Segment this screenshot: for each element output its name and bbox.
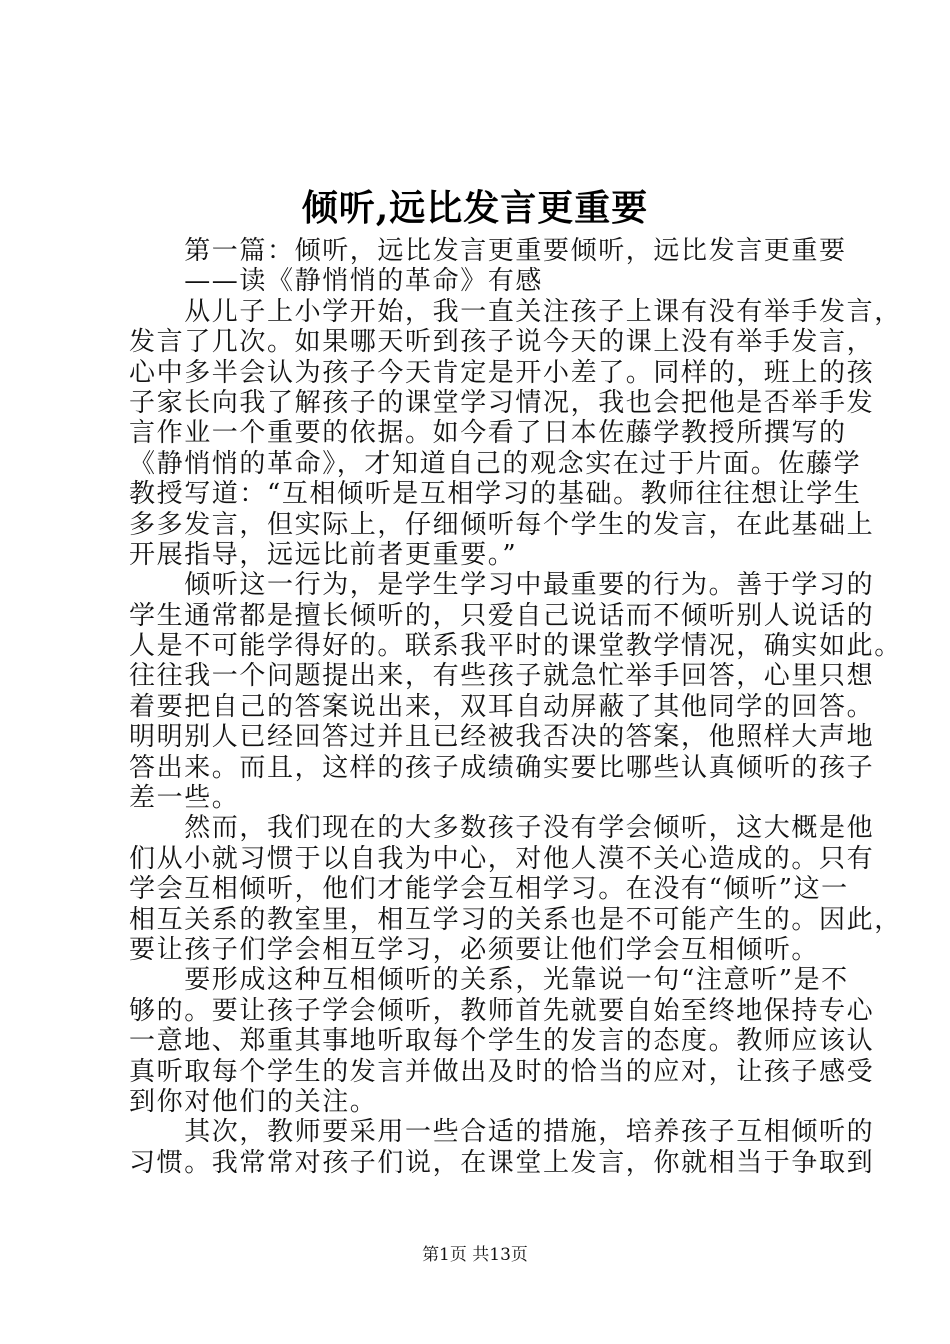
text-line: 们从小就习惯于以自我为中心，对他人漠不关心造成的。只有 <box>129 843 875 874</box>
page-footer: 第1页 共13页 <box>422 1245 528 1265</box>
text-line: 《静悄悄的革命》，才知道自己的观念实在过于片面。佐藤学 <box>129 448 862 479</box>
text-line: 答出来。而且，这样的孩子成绩确实要比哪些认真倾听的孩子 <box>129 752 875 783</box>
text-line: 真听取每个学生的发言并做出及时的恰当的应对，让孩子感受 <box>129 1056 875 1087</box>
text-line: 从儿子上小学开始，我一直关注孩子上课有没有举手发言， <box>129 296 902 327</box>
text-line: 一意地、郑重其事地听取每个学生的发言的态度。教师应该认 <box>129 1026 875 1057</box>
text-line: 要形成这种互相倾听的关系，光靠说一句“注意听”是不 <box>129 965 849 996</box>
text-line: 开展指导，远远比前者更重要。” <box>129 539 518 570</box>
text-line: 要让孩子们学会相互学习，必须要让他们学会互相倾听。 <box>129 934 820 965</box>
text-line: 发言了几次。如果哪天听到孩子说今天的课上没有举手发言， <box>129 327 875 358</box>
text-line: 到你对他们的关注。 <box>129 1086 378 1117</box>
text-line: 倾听这一行为，是学生学习中最重要的行为。善于学习的 <box>129 570 875 601</box>
text-line: 够的。要让孩子学会倾听，教师首先就要自始至终地保持专心 <box>129 995 875 1026</box>
text-line: 习惯。我常常对孩子们说，在课堂上发言，你就相当于争取到 <box>129 1147 875 1178</box>
text-line: 第一篇：倾听，远比发言更重要倾听，远比发言更重要 <box>129 236 847 266</box>
text-line: 言作业一个重要的依据。如今看了日本佐藤学教授所撰写的 <box>129 418 847 449</box>
text-line: 心中多半会认为孩子今天肯定是开小差了。同样的，班上的孩 <box>129 357 875 388</box>
text-line: 差一些。 <box>129 783 240 814</box>
text-line: 子家长向我了解孩子的课堂学习情况，我也会把他是否举手发 <box>129 387 875 418</box>
text-line: 人是不可能学得好的。联系我平时的课堂教学情况，确实如此。 <box>129 631 902 662</box>
text-line: 学生通常都是擅长倾听的，只爱自己说话而不倾听别人说话的 <box>129 600 875 631</box>
text-line: 着要把自己的答案说出来，双耳自动屏蔽了其他同学的回答。 <box>129 691 875 722</box>
text-line: 然而，我们现在的大多数孩子没有学会倾听，这大概是他 <box>129 813 875 844</box>
text-line: 相互关系的教室里，相互学习的关系也是不可能产生的。因此， <box>129 904 902 935</box>
text-line: 多多发言，但实际上，仔细倾听每个学生的发言，在此基础上 <box>129 509 875 540</box>
text-line: 学会互相倾听，他们才能学会互相学习。在没有“倾听”这一 <box>129 874 849 905</box>
text-line: 明明别人已经回答过并且已经被我否决的答案，他照样大声地 <box>129 722 875 753</box>
text-line: 往往我一个问题提出来，有些孩子就急忙举手回答，心里只想 <box>129 661 875 692</box>
body-text <box>129 236 902 1178</box>
text-line: 教授写道：“互相倾听是互相学习的基础。教师往往想让学生 <box>129 479 862 510</box>
page-title: 倾听,远比发言更重要 <box>301 187 649 229</box>
text-line: 其次，教师要采用一些合适的措施，培养孩子互相倾听的 <box>129 1117 875 1148</box>
text-line: ——读《静悄悄的革命》有感 <box>129 266 544 297</box>
